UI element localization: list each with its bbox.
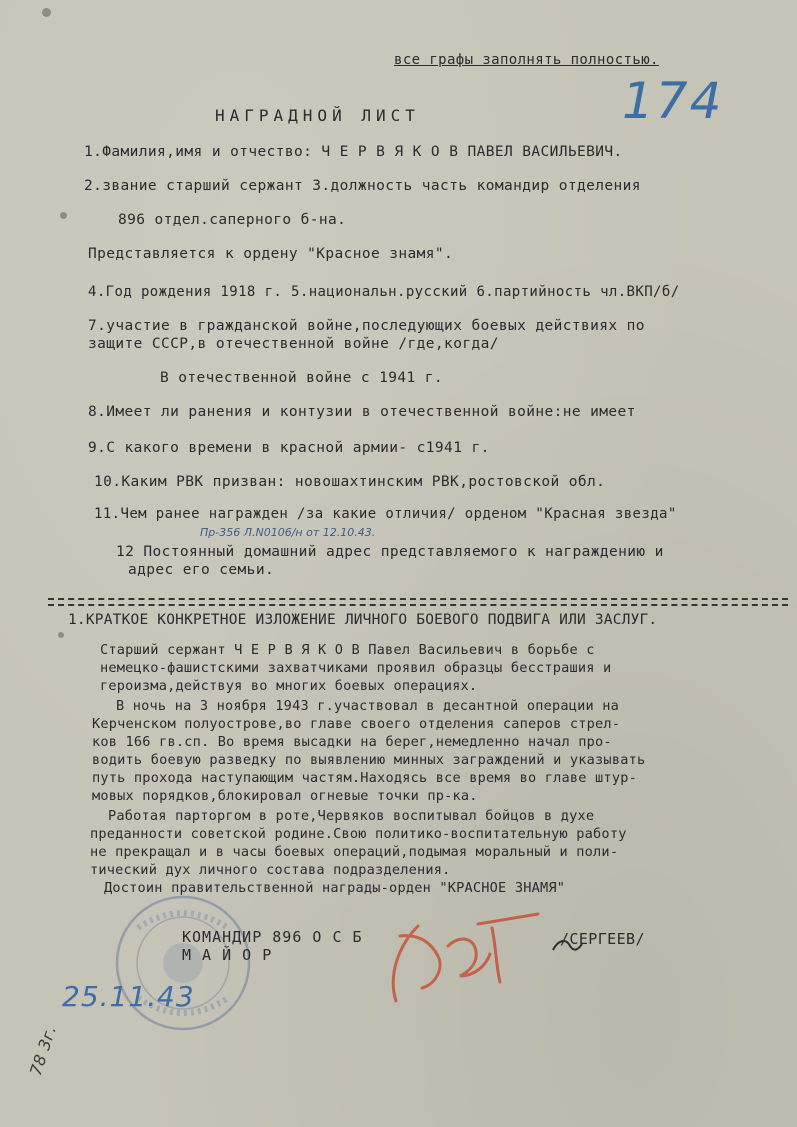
- handwritten-date: 25.11.43: [62, 980, 195, 1013]
- punch-hole: [42, 8, 51, 17]
- narrative-line: В ночь на 3 ноября 1943 г.участвовал в десантной операции на: [116, 698, 620, 714]
- field-service-since: 9.С какого времени в красной армии- с1941 г.: [88, 440, 490, 456]
- signature-mark: [378, 906, 548, 1016]
- narrative-line: водить боевую разведку по выявлению минных заграждений и указывать: [92, 752, 646, 768]
- narrative-line: Работая парторгом в роте,Червяков воспитывал бойцов в духе: [108, 808, 595, 824]
- signature-initial-mark: [548, 930, 588, 960]
- commander-title: КОМАНДИР 896 О С Б: [182, 928, 363, 946]
- narrative-line: мовых порядков,блокировал огневые точки пр-ка.: [92, 788, 478, 804]
- field-draft-office: 10.Каким РВК призван: новошахтинским РВК,ростовской обл.: [94, 474, 606, 490]
- narrative-line: преданности советской родине.Свою политико-воспитательную работу: [90, 826, 627, 842]
- section-divider: [48, 598, 788, 600]
- field-rank-position: 2.звание старший сержант 3.должность часть командир отделения: [84, 178, 641, 194]
- field-unit: 896 отдел.саперного б-на.: [118, 212, 347, 228]
- narrative-line: Старший сержант Ч Е Р В Я К О В Павел Васильевич в борьбе с: [100, 642, 595, 658]
- corner-archive-note: 78 3г.: [26, 1022, 60, 1078]
- field-home-address-2: адрес его семьи.: [128, 562, 275, 578]
- field-previous-awards: 11.Чем ранее награжден /за какие отличия/ орденом "Красная звезда": [94, 506, 677, 522]
- narrative-line: тический дух личного состава подразделения.: [90, 862, 451, 878]
- header-instruction: все графы заполнять полностью.: [394, 52, 659, 68]
- section-divider: [48, 604, 788, 606]
- field-wounds: 8.Имеет ли ранения и контузии в отечественной войне:не имеет: [88, 404, 636, 420]
- narrative-line: немецко-фашистскими захватчиками проявил образцы бесстрашия и: [100, 660, 612, 676]
- document-title: НАГРАДНОЙ ЛИСТ: [215, 106, 420, 125]
- narrative-line: путь прохода наступающим частям.Находясь все время во главе штур-: [92, 770, 637, 786]
- field-war-participation-2: защите СССР,в отечественной войне /где,когда/: [88, 336, 499, 352]
- field-nomination: Представляется к ордену "Красное знамя".: [88, 246, 454, 262]
- field-home-address: 12 Постоянный домашний адрес представляемого к награждению и: [116, 544, 664, 560]
- field-name: 1.Фамилия,имя и отчество: Ч Е Р В Я К О В ПАВЕЛ ВАСИЛЬЕВИЧ.: [84, 144, 623, 160]
- field-war-answer: В отечественной войне с 1941 г.: [160, 370, 444, 386]
- archive-number: 174: [622, 72, 724, 130]
- punch-hole: [60, 212, 67, 219]
- section-heading: 1.КРАТКОЕ КОНКРЕТНОЕ ИЗЛОЖЕНИЕ ЛИЧНОГО БОЕВОГО ПОДВИГА ИЛИ ЗАСЛУГ.: [68, 612, 658, 628]
- commander-rank: М А Й О Р: [182, 946, 273, 964]
- narrative-line: Керченском полуострове,во главе своего отделения саперов стрел-: [92, 716, 621, 732]
- field-birth-nationality-party: 4.Год рождения 1918 г. 5.национальн.русский 6.партийность чл.ВКП/б/: [88, 284, 680, 300]
- narrative-line: героизма,действуя во многих боевых операциях.: [100, 678, 478, 694]
- narrative-line: Достоин правительственной награды-орден "КРАСНОЕ ЗНАМЯ": [104, 880, 566, 896]
- field-war-participation: 7.участие в гражданской войне,последующих боевых действиях по: [88, 318, 645, 334]
- narrative-line: ков 166 гв.сп. Во время высадки на берег,немедленно начал про-: [92, 734, 612, 750]
- punch-hole: [58, 632, 64, 638]
- commander-name: /СЕРГЕЕВ/: [560, 930, 645, 948]
- previous-award-note: Пр-356 Л.N0106/н от 12.10.43.: [200, 526, 376, 539]
- narrative-line: не прекращал и в часы боевых операций,подымая моральный и поли-: [90, 844, 619, 860]
